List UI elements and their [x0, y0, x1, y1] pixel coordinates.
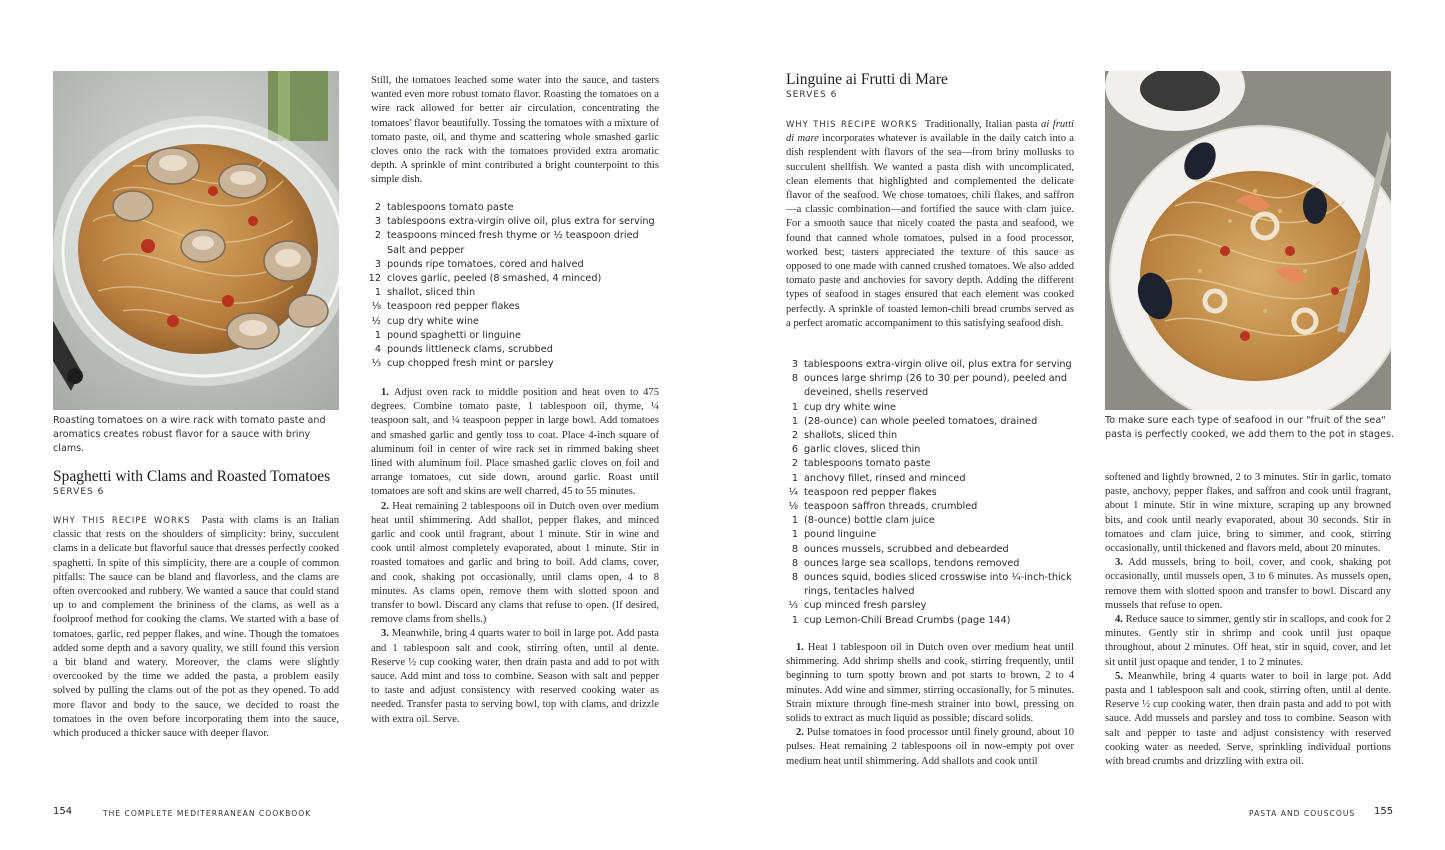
ingredient-item [776, 472, 1076, 486]
ingredient-item [359, 244, 659, 258]
step-text: Reduce sauce to simmer, gently stir in scallops, and cook for 2 minutes. Gently stir in shrimp and cook until just opaque throughout, about 2 minutes. Off heat, stir in squid, cover, and let sit until just opaque and tender, 1 to 2 minutes. [1105, 614, 1391, 668]
step-text: Adjust oven rack to middle position and heat oven to 475 degrees. Combine tomato paste, 1 tablespoon oil, thyme, ¼ teaspoon salt, and ¼ teaspoon pepper in large bowl. Add tomatoes and smashed garlic and gently toss to coat. Place 4-inch square of aluminum foil in center of wire rack set in rimmed baking sheet lined with aluminum foil. Place smashed garlic cloves on foil and arrange tomatoes, cut side down, around garlic. Roast until tomatoes are soft and skins are well charred, 45 to 55 minutes. [371, 387, 659, 498]
ingredient-quantity: 12 [368, 273, 381, 285]
ingredient-quantity: 1 [791, 472, 798, 484]
ingredient-quantity: 8 [791, 373, 798, 385]
ingredient-text: cup Lemon-Chili Bread Crumbs (page 144) [804, 614, 1011, 626]
ingredient-quantity: 2 [791, 430, 798, 442]
ingredient-item [359, 215, 659, 229]
ingredient-text: cloves garlic, peeled (8 smashed, 4 minced) [387, 273, 602, 285]
spaghetti-clams-bowl-icon [53, 71, 339, 410]
serves-label: SERVES 6 [53, 487, 105, 497]
ingredient-quantity: 1 [791, 614, 798, 626]
ingredient-item [359, 315, 659, 329]
ingredient-item [776, 571, 1076, 599]
intro-paragraph: Still, the tomatoes leached some water into the sauce, and tasters wanted even more robust tomato flavor. Roasting the tomatoes on a wire rack allowed for better air circulation, concentrating the tomatoes' flavor beautifully. Tossing the tomatoes with a mixture of tomato paste, oil, and thyme and scattering whole smashed garlic cloves onto the rack with the tomatoes provided extra aromatic depth. A sprinkle of mint contributed a bright counterpoint to this simple dish. [371, 75, 659, 186]
step-text: Heat remaining 2 tablespoons oil in Dutch oven over medium heat until shimmering. Add shallot, pepper flakes, and minced garlic and cook until fragrant, about 1 minute. Stir in wine and cook until almost completely evaporated, about 1 minute. Stir in roasted tomatoes and garlic and bring to boil. Add clams, cover, and cook, shaking pot occasionally, until clams open, 4 to 8 minutes. As clams open, remove them with slotted spoon and transfer to bowl. Discard any clams that refuse to open. (If desired, remove clams from shells.) [371, 500, 659, 626]
ingredient-item [359, 343, 659, 357]
ingredient-text: ounces mussels, scrubbed and debearded [804, 543, 1009, 555]
ingredient-quantity: 8 [791, 543, 798, 555]
why-label: WHY THIS RECIPE WORKS [786, 119, 918, 129]
ingredient-quantity: 3 [791, 359, 798, 370]
ingredient-quantity: 2 [374, 230, 381, 242]
step-number: 3. [1115, 557, 1129, 569]
recipe-title: Spaghetti with Clams and Roasted Tomatoes [53, 468, 331, 485]
step-text: Heat 1 tablespoon oil in Dutch oven over medium heat until shimmering. Add shrimp shells and cook, stirring frequently, until beginning to turn spotty brown and pot starts to brown, 2 to 4 minutes. Add wine and simmer, stirring occasionally, for 5 minutes. Strain mixture through fine-mesh strainer into bowl, pressing on solids to extract as much liquid as possible; discard solids. [786, 642, 1074, 725]
ingredient-quantity: 6 [791, 444, 798, 456]
step-number: 2. [796, 727, 807, 739]
ingredient-text: pound spaghetti or linguine [387, 329, 521, 341]
right-why-block [786, 117, 1074, 331]
left-col2-intro [371, 74, 659, 188]
ingredient-text: (8-ounce) bottle clam juice [804, 515, 935, 527]
step-text: Meanwhile, bring 4 quarts water to boil in large pot. Add pasta and 1 tablespoon salt and cook, stirring often, until al dente. Reserve ½ cup cooking water, then drain pasta and add to pot with sauce. Add mint and toss to combine. Season with salt and pepper to taste and adjust consistency with reserved cooking water as needed. Transfer pasta to serving bowl, top with clams, and drizzle with extra oil. Serve. [371, 628, 660, 725]
ingredient-quantity: ⅛ [788, 501, 798, 513]
ingredient-text: Salt and pepper [387, 244, 465, 256]
left-recipe-header [53, 468, 343, 497]
ingredient-item [776, 401, 1076, 415]
ingredient-quantity: 3 [374, 258, 381, 270]
ingredient-quantity: ⅛ [371, 301, 381, 313]
step-number: 1. [796, 642, 808, 653]
ingredient-text: (28-ounce) can whole peeled tomatoes, drained [804, 415, 1038, 427]
recipe-step [786, 726, 1074, 769]
ingredient-quantity: 2 [791, 458, 798, 470]
ingredient-text: pound linguine [804, 529, 877, 541]
left-why-block [53, 513, 339, 741]
ingredient-item [776, 599, 1076, 613]
ingredient-text: shallot, sliced thin [387, 287, 476, 299]
ingredient-text: tablespoons tomato paste [387, 202, 514, 213]
why-text-italic: ai frutti di mare [786, 119, 1074, 145]
ingredient-quantity: 1 [791, 515, 798, 527]
right-photo-caption: To make sure each type of seafood in our "fruit of the sea" pasta is perfectly cooked, we add them to the pot in stages. [1105, 415, 1395, 440]
ingredient-item [359, 300, 659, 314]
right-steps-col2 [1105, 471, 1391, 769]
ingredient-text: pounds ripe tomatoes, cored and halved [387, 258, 584, 270]
why-text-b: incorporates whatever is available in the daily catch into a dish resplendent with flavors of the sea—from briny mollusks to succulent shellfish. We wanted a pasta dish with uncomplicated, clean elements that highlighted and complemented the delicate flavor of the seafood. We chose tomatoes, chili flakes, and saffron—a classic combination—and fortified the sauce with clam juice. For a smooth sauce that nicely coated the pasta and seafood, we found that canned whole tomatoes, pulsed in a food processor, worked best; tasters appreciated the texture of this sauce as opposed to one made with canned crushed tomatoes. We also added tomato paste and anchovies for savory depth. Adding the different types of seafood in stages ensured that each element was cooked perfectly. A sprinkle of toasted lemon-chili bread crumbs served as a perfect aromatic accompaniment to this satisfying seafood dish. [786, 133, 1074, 329]
step-text: Pulse tomatoes in food processor until finely ground, about 10 pulses. Heat remaining 2 tablespoons oil in now-empty pot over medium heat until shimmering. Add shallots and cook until [786, 727, 1075, 767]
ingredient-quantity: 2 [374, 202, 381, 213]
recipe-step [1105, 556, 1391, 613]
ingredient-text: tablespoons extra-virgin olive oil, plus extra for serving [804, 359, 1072, 370]
ingredient-item [776, 500, 1076, 514]
ingredient-item [776, 429, 1076, 443]
ingredient-text: teaspoon red pepper flakes [387, 301, 520, 313]
why-text: Pasta with clams is an Italian classic that rests on the shoulders of simplicity: briny, succulent clams in a delicate but flavorful sauce that dresses perfectly cooked spaghetti. In spite of this simplicity, there are a couple of common pitfalls: The sauce can be bland and flavorless, and the clams are often overcooked and rubbery. We wanted a sauce that could stand up to and complement the brininess of the clams, as well as a foolproof method for cooking the clams. We started with a base of tomatoes, garlic, red pepper flakes, and wine. Though the tomatoes added some depth and a savory quality, we still found this version a bit bland and watery. Moreover, the clams were slightly overcooked by the time we added the pasta, a problem easily solved by pulling the clams out of the pot as they opened. To add more flavor and body to the sauce, we decided to roast the tomatoes in the oven before incorporating them into the sauce, which produced a thicker sauce with deeper flavor. [53, 515, 339, 740]
ingredient-text: shallots, sliced thin [804, 430, 898, 442]
step-text: Add mussels, bring to boil, cover, and cook, shaking pot occasionally, until mussels open, 3 to 6 minutes. As mussels open, remove them with slotted spoon and transfer to bowl. Discard any mussels that refuse to open. [1105, 557, 1392, 611]
ingredient-item [359, 329, 659, 343]
ingredient-quantity: 3 [374, 216, 381, 228]
spaghetti-clams-photo [53, 71, 339, 410]
ingredient-item [359, 357, 659, 371]
recipe-step [371, 386, 659, 500]
ingredient-quantity: 1 [791, 401, 798, 413]
recipe-title: Linguine ai Frutti di Mare [786, 71, 948, 88]
right-recipe-header [786, 71, 1076, 100]
ingredient-quantity [359, 244, 387, 258]
left-folio: 154 [53, 806, 73, 817]
linguine-seafood-plate-icon [1105, 71, 1391, 410]
ingredient-quantity: 1 [791, 415, 798, 427]
ingredient-quantity: ½ [371, 315, 381, 327]
step-number: 2. [381, 500, 393, 512]
ingredient-quantity: 4 [374, 344, 381, 356]
why-text-a: Traditionally, Italian pasta [924, 119, 1042, 130]
ingredient-text: tablespoons tomato paste [804, 458, 931, 470]
right-steps-col1 [786, 641, 1074, 769]
recipe-step [1105, 670, 1391, 769]
step-continuation: softened and lightly browned, 2 to 3 minutes. Stir in garlic, tomato paste, anchovy, pepper flakes, and saffron and cook until fragrant, about 1 minute. Stir in wine mixture, scraping up any browned bits, and cook until nearly evaporated, about 30 seconds. Stir in tomatoes and clam juice, bring to simmer, and cook, stirring occasionally, until thickened and flavors meld, about 20 minutes. [1105, 472, 1391, 555]
step-number: 5. [1115, 670, 1128, 682]
ingredient-text: tablespoons extra-virgin olive oil, plus extra for serving [387, 216, 655, 228]
ingredient-text: cup chopped fresh mint or parsley [387, 358, 554, 370]
ingredient-item [359, 272, 659, 286]
step-number: 3. [381, 628, 392, 640]
ingredient-quantity: ⅓ [788, 600, 798, 612]
ingredient-text: ounces large shrimp (26 to 30 per pound), peeled and deveined, shells reserved [804, 373, 1067, 399]
linguine-seafood-photo [1105, 71, 1391, 410]
ingredient-item [776, 443, 1076, 457]
right-folio: 155 [1374, 806, 1394, 817]
ingredient-quantity: 8 [791, 572, 798, 584]
ingredient-item [776, 557, 1076, 571]
ingredient-item [776, 358, 1076, 372]
ingredient-item [776, 528, 1076, 542]
recipe-step [1105, 613, 1391, 670]
ingredient-quantity: 1 [374, 287, 381, 299]
ingredient-text: teaspoons minced fresh thyme or ½ teaspoon dried [387, 230, 639, 242]
step-number: 1. [381, 387, 394, 398]
recipe-step [371, 500, 659, 628]
step-text: Meanwhile, bring 4 quarts water to boil in large pot. Add pasta and 1 tablespoon salt and cook, stirring often, until al dente. Reserve ½ cup cooking water, then drain pasta and add to pot with sauce. Add mussels and parsley and toss to combine. Season with salt and pepper to taste and adjust consistency with reserved cooking water as needed. Serve, sprinkling individual portions with bread crumbs and drizzling with extra oil. [1105, 670, 1392, 768]
ingredient-text: teaspoon red pepper flakes [804, 486, 937, 498]
left-photo-caption: Roasting tomatoes on a wire rack with tomato paste and aromatics creates robust flavor for a sauce with briny clams. [53, 415, 326, 454]
ingredient-text: ounces large sea scallops, tendons removed [804, 557, 1020, 569]
ingredient-item [359, 286, 659, 300]
ingredient-item [776, 486, 1076, 500]
ingredient-text: pounds littleneck clams, scrubbed [387, 344, 553, 356]
right-running-head: PASTA AND COUSCOUS [1249, 809, 1356, 818]
serves-label: SERVES 6 [786, 90, 838, 100]
left-steps [371, 386, 659, 727]
ingredient-item [776, 415, 1076, 429]
ingredient-item [359, 201, 659, 215]
ingredient-quantity: 1 [374, 329, 381, 341]
ingredient-quantity: 1 [791, 529, 798, 541]
ingredient-quantity: 8 [791, 557, 798, 569]
ingredient-item [359, 258, 659, 272]
why-label: WHY THIS RECIPE WORKS [53, 515, 191, 525]
right-ingredient-list [776, 358, 1076, 628]
ingredient-text: cup dry white wine [387, 315, 479, 327]
ingredient-text: anchovy fillet, rinsed and minced [804, 472, 966, 484]
ingredient-item [776, 514, 1076, 528]
ingredient-item [359, 229, 659, 243]
ingredient-text: garlic cloves, sliced thin [804, 444, 921, 456]
ingredient-item [776, 614, 1076, 628]
ingredient-item [776, 457, 1076, 471]
ingredient-text: ounces squid, bodies sliced crosswise into ¼-inch-thick rings, tentacles halved [804, 572, 1072, 598]
ingredient-quantity: ⅓ [371, 358, 381, 370]
step-number: 4. [1115, 614, 1126, 626]
ingredient-text: cup dry white wine [804, 401, 896, 413]
recipe-step [786, 641, 1074, 726]
left-running-head: THE COMPLETE MEDITERRANEAN COOKBOOK [103, 809, 312, 818]
ingredient-item [776, 372, 1076, 400]
ingredient-quantity: ¼ [788, 486, 798, 498]
ingredient-text: teaspoon saffron threads, crumbled [804, 501, 978, 513]
recipe-step [371, 627, 659, 726]
left-ingredient-list [359, 201, 659, 371]
ingredient-text: cup minced fresh parsley [804, 600, 927, 612]
ingredient-item [776, 543, 1076, 557]
